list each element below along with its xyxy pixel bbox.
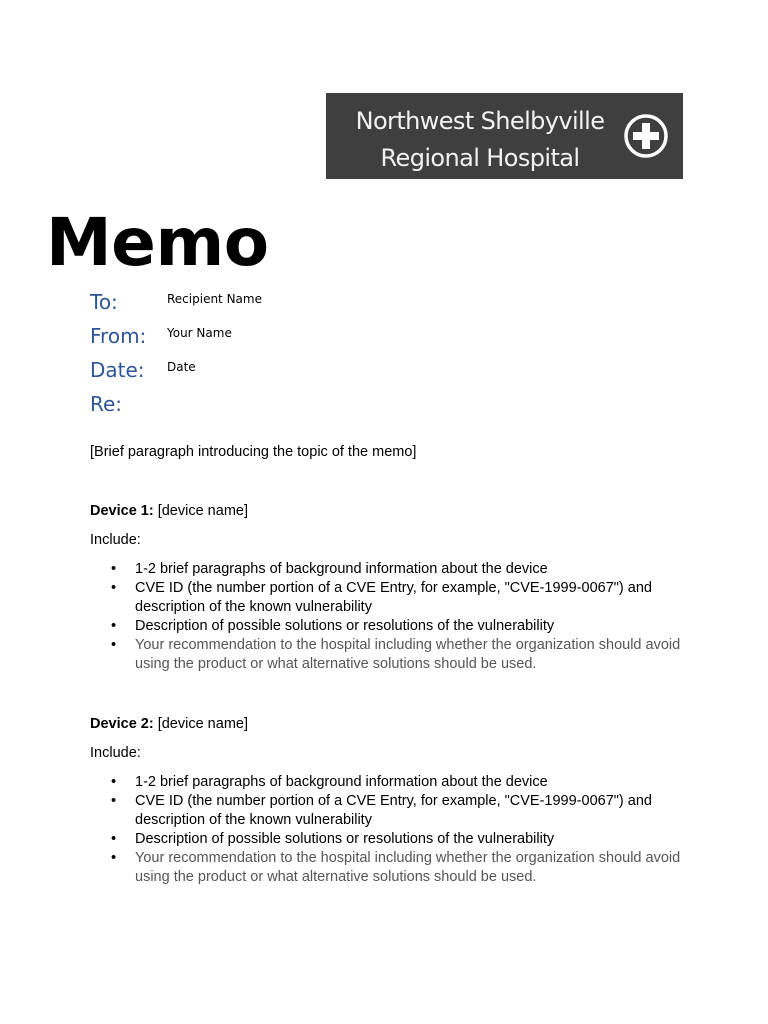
list-item: • Your recommendation to the hospital including whether the organization should avoid using the product or what alternative solutions should be used. [135, 636, 690, 674]
list-item: • 1-2 brief paragraphs of background information about the device [135, 773, 690, 792]
device-2-heading [90, 715, 690, 734]
date-label: Date: [90, 358, 145, 382]
list-item: • Description of possible solutions or resolutions of the vulnerability [135, 830, 690, 849]
list-item: • Your recommendation to the hospital including whether the organization should avoid using the product or what alternative solutions should be used. [135, 849, 690, 887]
list-item: • CVE ID (the number portion of a CVE Entry, for example, "CVE-1999-0067") and description of the known vulnerability [135, 792, 690, 830]
list-item: • 1-2 brief paragraphs of background information about the device [135, 560, 690, 579]
sender-name: Your Name [167, 326, 232, 340]
hospital-logo [326, 93, 683, 179]
device-2-name: [device name] [153, 716, 248, 732]
logo-text [326, 103, 634, 177]
to-label: To: [90, 290, 118, 314]
device-2-section [90, 715, 690, 887]
from-label: From: [90, 324, 147, 348]
device-1-label: Device 1: [90, 503, 154, 519]
logo-line-2: Regional Hospital [380, 144, 580, 172]
list-item: • Description of possible solutions or resolutions of the vulnerability [135, 617, 690, 636]
device-1-heading [90, 502, 690, 521]
date-value: Date [167, 360, 196, 374]
device-2-list [90, 773, 690, 887]
device-2-label: Device 2: [90, 716, 154, 732]
medical-cross-icon [623, 113, 669, 159]
device-1-include: Include: [90, 532, 141, 548]
memo-title: Memo [46, 204, 269, 281]
list-item: • CVE ID (the number portion of a CVE Entry, for example, "CVE-1999-0067") and description of the known vulnerability [135, 579, 690, 617]
device-1-section [90, 502, 690, 674]
device-1-name: [device name] [153, 503, 248, 519]
logo-line-1: Northwest Shelbyville [355, 107, 605, 135]
re-label: Re: [90, 392, 123, 416]
device-1-list [90, 560, 690, 674]
intro-paragraph: [Brief paragraph introducing the topic of the memo] [90, 444, 417, 460]
recipient-name: Recipient Name [167, 292, 262, 306]
device-2-include: Include: [90, 745, 141, 761]
